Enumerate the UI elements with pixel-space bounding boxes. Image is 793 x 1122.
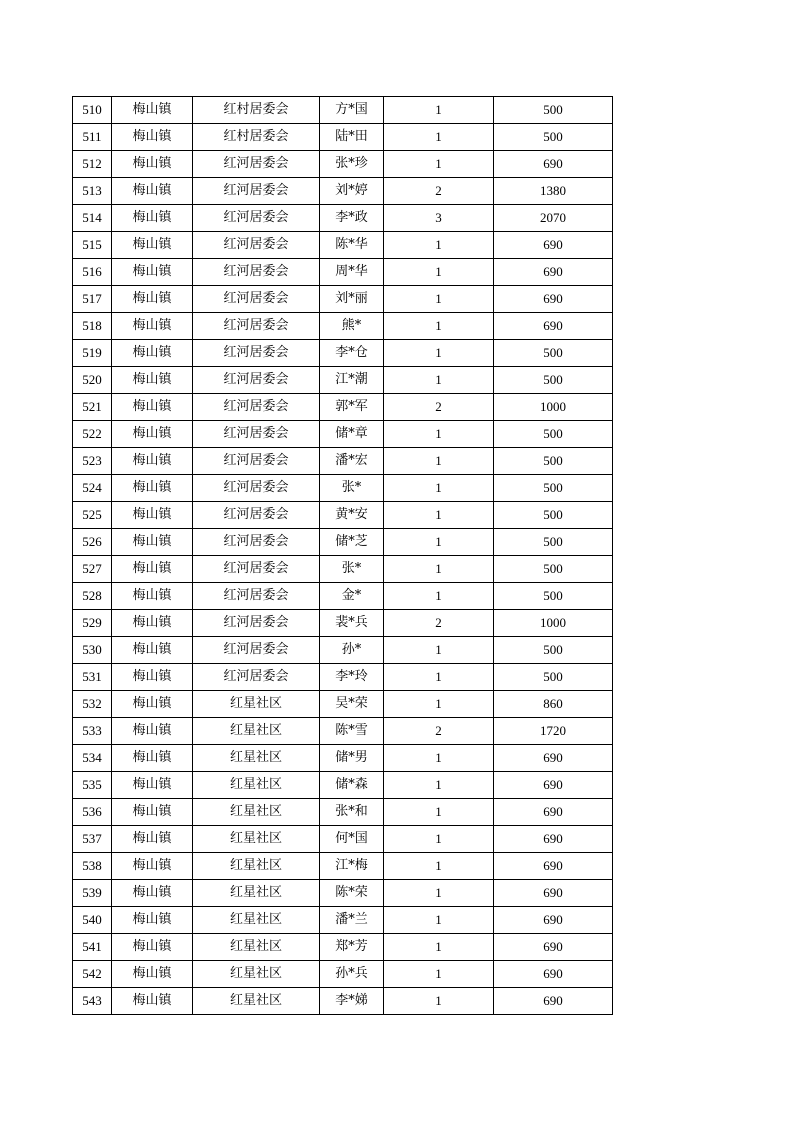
- village-cell: 红河居委会: [193, 448, 320, 475]
- town-cell: 梅山镇: [112, 178, 193, 205]
- village-cell: 红星社区: [193, 988, 320, 1015]
- household-count-cell: 1: [384, 448, 494, 475]
- roster-table: [72, 96, 613, 1015]
- amount-cell: 1720: [494, 718, 613, 745]
- row-number-cell: 515: [73, 232, 112, 259]
- table-row: [73, 745, 613, 772]
- row-number-cell: 520: [73, 367, 112, 394]
- town-cell: 梅山镇: [112, 448, 193, 475]
- village-cell: 红河居委会: [193, 151, 320, 178]
- name-cell: 郑*芳: [320, 934, 384, 961]
- village-cell: 红星社区: [193, 691, 320, 718]
- table-row: [73, 907, 613, 934]
- amount-cell: 500: [494, 124, 613, 151]
- name-cell: 周*华: [320, 259, 384, 286]
- household-count-cell: 1: [384, 97, 494, 124]
- name-cell: 储*芝: [320, 529, 384, 556]
- table-row: [73, 178, 613, 205]
- household-count-cell: 1: [384, 583, 494, 610]
- row-number-cell: 543: [73, 988, 112, 1015]
- name-cell: 张*: [320, 556, 384, 583]
- name-cell: 裴*兵: [320, 610, 384, 637]
- row-number-cell: 540: [73, 907, 112, 934]
- town-cell: 梅山镇: [112, 97, 193, 124]
- roster-body: [73, 97, 613, 1015]
- town-cell: 梅山镇: [112, 421, 193, 448]
- household-count-cell: 1: [384, 367, 494, 394]
- amount-cell: 500: [494, 340, 613, 367]
- table-row: [73, 97, 613, 124]
- row-number-cell: 533: [73, 718, 112, 745]
- row-number-cell: 521: [73, 394, 112, 421]
- village-cell: 红星社区: [193, 718, 320, 745]
- row-number-cell: 542: [73, 961, 112, 988]
- amount-cell: 690: [494, 772, 613, 799]
- name-cell: 张*珍: [320, 151, 384, 178]
- table-row: [73, 502, 613, 529]
- row-number-cell: 528: [73, 583, 112, 610]
- name-cell: 储*男: [320, 745, 384, 772]
- table-row: [73, 448, 613, 475]
- town-cell: 梅山镇: [112, 880, 193, 907]
- household-count-cell: 1: [384, 124, 494, 151]
- town-cell: 梅山镇: [112, 853, 193, 880]
- amount-cell: 500: [494, 664, 613, 691]
- name-cell: 潘*宏: [320, 448, 384, 475]
- table-row: [73, 151, 613, 178]
- name-cell: 江*潮: [320, 367, 384, 394]
- row-number-cell: 513: [73, 178, 112, 205]
- amount-cell: 500: [494, 637, 613, 664]
- household-count-cell: 1: [384, 907, 494, 934]
- household-count-cell: 1: [384, 961, 494, 988]
- amount-cell: 690: [494, 799, 613, 826]
- name-cell: 方*国: [320, 97, 384, 124]
- amount-cell: 690: [494, 961, 613, 988]
- name-cell: 金*: [320, 583, 384, 610]
- town-cell: 梅山镇: [112, 313, 193, 340]
- town-cell: 梅山镇: [112, 124, 193, 151]
- name-cell: 储*章: [320, 421, 384, 448]
- village-cell: 红河居委会: [193, 259, 320, 286]
- village-cell: 红河居委会: [193, 313, 320, 340]
- row-number-cell: 519: [73, 340, 112, 367]
- name-cell: 陈*荣: [320, 880, 384, 907]
- amount-cell: 690: [494, 286, 613, 313]
- name-cell: 江*梅: [320, 853, 384, 880]
- household-count-cell: 1: [384, 664, 494, 691]
- table-row: [73, 313, 613, 340]
- row-number-cell: 518: [73, 313, 112, 340]
- village-cell: 红村居委会: [193, 97, 320, 124]
- town-cell: 梅山镇: [112, 475, 193, 502]
- town-cell: 梅山镇: [112, 610, 193, 637]
- amount-cell: 690: [494, 988, 613, 1015]
- household-count-cell: 1: [384, 529, 494, 556]
- amount-cell: 1380: [494, 178, 613, 205]
- town-cell: 梅山镇: [112, 691, 193, 718]
- row-number-cell: 516: [73, 259, 112, 286]
- household-count-cell: 3: [384, 205, 494, 232]
- row-number-cell: 537: [73, 826, 112, 853]
- town-cell: 梅山镇: [112, 799, 193, 826]
- amount-cell: 2070: [494, 205, 613, 232]
- table-row: [73, 718, 613, 745]
- town-cell: 梅山镇: [112, 583, 193, 610]
- name-cell: 刘*丽: [320, 286, 384, 313]
- household-count-cell: 1: [384, 988, 494, 1015]
- table-row: [73, 259, 613, 286]
- village-cell: 红河居委会: [193, 556, 320, 583]
- village-cell: 红河居委会: [193, 610, 320, 637]
- amount-cell: 690: [494, 745, 613, 772]
- town-cell: 梅山镇: [112, 745, 193, 772]
- amount-cell: 500: [494, 502, 613, 529]
- row-number-cell: 524: [73, 475, 112, 502]
- table-row: [73, 637, 613, 664]
- row-number-cell: 510: [73, 97, 112, 124]
- name-cell: 熊*: [320, 313, 384, 340]
- name-cell: 何*国: [320, 826, 384, 853]
- village-cell: 红河居委会: [193, 394, 320, 421]
- name-cell: 刘*婷: [320, 178, 384, 205]
- household-count-cell: 1: [384, 475, 494, 502]
- table-row: [73, 691, 613, 718]
- name-cell: 张*和: [320, 799, 384, 826]
- amount-cell: 500: [494, 529, 613, 556]
- row-number-cell: 531: [73, 664, 112, 691]
- table-row: [73, 475, 613, 502]
- household-count-cell: 1: [384, 745, 494, 772]
- table-row: [73, 124, 613, 151]
- household-count-cell: 1: [384, 826, 494, 853]
- name-cell: 李*仓: [320, 340, 384, 367]
- table-row: [73, 988, 613, 1015]
- amount-cell: 860: [494, 691, 613, 718]
- household-count-cell: 1: [384, 421, 494, 448]
- amount-cell: 690: [494, 151, 613, 178]
- table-row: [73, 340, 613, 367]
- town-cell: 梅山镇: [112, 826, 193, 853]
- household-count-cell: 1: [384, 691, 494, 718]
- amount-cell: 1000: [494, 394, 613, 421]
- amount-cell: 690: [494, 907, 613, 934]
- amount-cell: 500: [494, 475, 613, 502]
- table-row: [73, 529, 613, 556]
- name-cell: 吴*荣: [320, 691, 384, 718]
- household-count-cell: 1: [384, 313, 494, 340]
- name-cell: 李*政: [320, 205, 384, 232]
- household-count-cell: 1: [384, 259, 494, 286]
- amount-cell: 690: [494, 826, 613, 853]
- row-number-cell: 535: [73, 772, 112, 799]
- row-number-cell: 512: [73, 151, 112, 178]
- town-cell: 梅山镇: [112, 637, 193, 664]
- town-cell: 梅山镇: [112, 340, 193, 367]
- household-count-cell: 1: [384, 637, 494, 664]
- village-cell: 红星社区: [193, 853, 320, 880]
- table-row: [73, 853, 613, 880]
- village-cell: 红星社区: [193, 772, 320, 799]
- row-number-cell: 517: [73, 286, 112, 313]
- row-number-cell: 514: [73, 205, 112, 232]
- name-cell: 张*: [320, 475, 384, 502]
- row-number-cell: 530: [73, 637, 112, 664]
- amount-cell: 690: [494, 853, 613, 880]
- name-cell: 潘*兰: [320, 907, 384, 934]
- town-cell: 梅山镇: [112, 259, 193, 286]
- town-cell: 梅山镇: [112, 394, 193, 421]
- household-count-cell: 2: [384, 394, 494, 421]
- table-row: [73, 880, 613, 907]
- town-cell: 梅山镇: [112, 205, 193, 232]
- town-cell: 梅山镇: [112, 151, 193, 178]
- household-count-cell: 1: [384, 772, 494, 799]
- household-count-cell: 1: [384, 286, 494, 313]
- household-count-cell: 1: [384, 151, 494, 178]
- village-cell: 红星社区: [193, 934, 320, 961]
- table-row: [73, 826, 613, 853]
- village-cell: 红河居委会: [193, 637, 320, 664]
- household-count-cell: 2: [384, 718, 494, 745]
- name-cell: 孙*: [320, 637, 384, 664]
- village-cell: 红星社区: [193, 745, 320, 772]
- table-row: [73, 583, 613, 610]
- amount-cell: 500: [494, 583, 613, 610]
- village-cell: 红星社区: [193, 907, 320, 934]
- table-row: [73, 799, 613, 826]
- town-cell: 梅山镇: [112, 772, 193, 799]
- table-row: [73, 421, 613, 448]
- row-number-cell: 538: [73, 853, 112, 880]
- name-cell: 储*森: [320, 772, 384, 799]
- amount-cell: 500: [494, 367, 613, 394]
- town-cell: 梅山镇: [112, 529, 193, 556]
- village-cell: 红星社区: [193, 961, 320, 988]
- town-cell: 梅山镇: [112, 718, 193, 745]
- village-cell: 红村居委会: [193, 124, 320, 151]
- town-cell: 梅山镇: [112, 286, 193, 313]
- village-cell: 红星社区: [193, 826, 320, 853]
- name-cell: 陆*田: [320, 124, 384, 151]
- village-cell: 红河居委会: [193, 367, 320, 394]
- village-cell: 红河居委会: [193, 502, 320, 529]
- amount-cell: 690: [494, 232, 613, 259]
- table-row: [73, 232, 613, 259]
- row-number-cell: 526: [73, 529, 112, 556]
- town-cell: 梅山镇: [112, 988, 193, 1015]
- row-number-cell: 534: [73, 745, 112, 772]
- village-cell: 红河居委会: [193, 529, 320, 556]
- row-number-cell: 523: [73, 448, 112, 475]
- table-row: [73, 367, 613, 394]
- household-count-cell: 1: [384, 502, 494, 529]
- amount-cell: 690: [494, 313, 613, 340]
- name-cell: 郭*军: [320, 394, 384, 421]
- household-count-cell: 1: [384, 934, 494, 961]
- row-number-cell: 532: [73, 691, 112, 718]
- name-cell: 孙*兵: [320, 961, 384, 988]
- town-cell: 梅山镇: [112, 664, 193, 691]
- household-count-cell: 1: [384, 232, 494, 259]
- row-number-cell: 522: [73, 421, 112, 448]
- row-number-cell: 529: [73, 610, 112, 637]
- household-count-cell: 1: [384, 340, 494, 367]
- household-count-cell: 1: [384, 880, 494, 907]
- amount-cell: 500: [494, 556, 613, 583]
- household-count-cell: 1: [384, 853, 494, 880]
- household-count-cell: 2: [384, 178, 494, 205]
- row-number-cell: 541: [73, 934, 112, 961]
- table-row: [73, 205, 613, 232]
- village-cell: 红河居委会: [193, 421, 320, 448]
- table-row: [73, 772, 613, 799]
- town-cell: 梅山镇: [112, 232, 193, 259]
- row-number-cell: 525: [73, 502, 112, 529]
- amount-cell: 690: [494, 259, 613, 286]
- village-cell: 红河居委会: [193, 286, 320, 313]
- town-cell: 梅山镇: [112, 934, 193, 961]
- amount-cell: 690: [494, 934, 613, 961]
- village-cell: 红星社区: [193, 799, 320, 826]
- table-row: [73, 664, 613, 691]
- amount-cell: 1000: [494, 610, 613, 637]
- town-cell: 梅山镇: [112, 961, 193, 988]
- town-cell: 梅山镇: [112, 502, 193, 529]
- table-row: [73, 286, 613, 313]
- village-cell: 红河居委会: [193, 583, 320, 610]
- name-cell: 李*玲: [320, 664, 384, 691]
- village-cell: 红河居委会: [193, 340, 320, 367]
- amount-cell: 500: [494, 97, 613, 124]
- row-number-cell: 511: [73, 124, 112, 151]
- village-cell: 红河居委会: [193, 178, 320, 205]
- town-cell: 梅山镇: [112, 556, 193, 583]
- name-cell: 陈*雪: [320, 718, 384, 745]
- amount-cell: 500: [494, 421, 613, 448]
- row-number-cell: 539: [73, 880, 112, 907]
- household-count-cell: 1: [384, 556, 494, 583]
- table-row: [73, 556, 613, 583]
- amount-cell: 500: [494, 448, 613, 475]
- table-row: [73, 394, 613, 421]
- table-row: [73, 934, 613, 961]
- name-cell: 黄*安: [320, 502, 384, 529]
- village-cell: 红河居委会: [193, 232, 320, 259]
- row-number-cell: 536: [73, 799, 112, 826]
- village-cell: 红星社区: [193, 880, 320, 907]
- table-row: [73, 961, 613, 988]
- town-cell: 梅山镇: [112, 367, 193, 394]
- town-cell: 梅山镇: [112, 907, 193, 934]
- village-cell: 红河居委会: [193, 664, 320, 691]
- household-count-cell: 2: [384, 610, 494, 637]
- amount-cell: 690: [494, 880, 613, 907]
- row-number-cell: 527: [73, 556, 112, 583]
- name-cell: 李*娣: [320, 988, 384, 1015]
- table-row: [73, 610, 613, 637]
- name-cell: 陈*华: [320, 232, 384, 259]
- household-count-cell: 1: [384, 799, 494, 826]
- village-cell: 红河居委会: [193, 475, 320, 502]
- village-cell: 红河居委会: [193, 205, 320, 232]
